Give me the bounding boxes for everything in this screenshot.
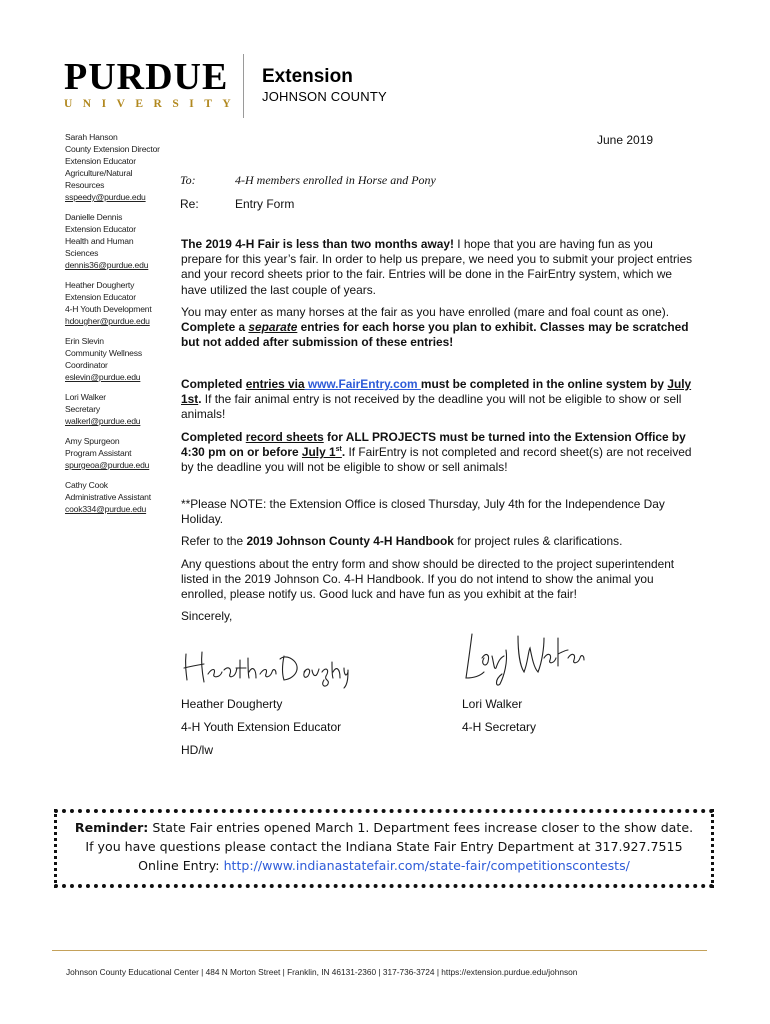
signer2-title: 4-H Secretary <box>462 720 537 734</box>
staff-email[interactable]: walkerl@purdue.edu <box>65 416 141 426</box>
records-deadline-date: July 1st <box>301 445 342 460</box>
university-wordmark: UNIVERSITY <box>64 98 242 110</box>
re-value: Entry Form <box>235 197 295 211</box>
staff-line: Extension Educator <box>65 156 136 166</box>
signature-lori <box>460 628 592 690</box>
staff-line: 4-H Youth Development <box>65 304 152 314</box>
signer1-name: Heather Dougherty <box>181 697 283 711</box>
staff-line: Sciences <box>65 248 99 258</box>
purdue-logo <box>64 58 241 110</box>
staff-line: Agriculture/Natural <box>65 168 133 178</box>
staff-line: Administrative Assistant <box>65 492 151 502</box>
staff-line: Amy Spurgeon <box>65 436 120 446</box>
reminder-line-3 <box>57 856 711 875</box>
staff-entry <box>65 435 175 471</box>
record-sheets-text: record sheets <box>245 430 324 444</box>
entries-deadline-date: July 1st <box>181 377 692 407</box>
handbook-lead: Refer to the <box>181 534 247 548</box>
staff-entry <box>65 335 175 383</box>
closing <box>181 609 696 624</box>
intro-text: I hope that you are having fun as you prepare for this year’s fair. In order to help us prepare, we need you to submit your project entries and your record sheets prior to the fair. Entries will be done in the FairEntry system, which we have utilized the last couple of years. <box>181 237 693 297</box>
entries-period: . <box>198 392 202 407</box>
horses-text: You may enter as many horses at the fair as you have enrolled (mare and foal count as one). <box>181 305 670 319</box>
staff-sidebar <box>65 131 175 523</box>
staff-line: Sarah Hanson <box>65 132 118 142</box>
records-lead: Completed <box>181 430 246 444</box>
office-closed-note: **Please NOTE: the Extension Office is closed Thursday, July 4th for the Independence Day Holiday. <box>181 497 665 527</box>
paragraph-handbook <box>181 534 696 549</box>
footer-address: Johnson County Educational Center | 484 N Morton Street | Franklin, IN 46131-2360 | 317-736-3724 | https://extension.purdue.edu/johnson <box>66 967 578 977</box>
entries-warning: If the fair animal entry is not received by the deadline you will not be eligible to show or sell animals! <box>181 392 682 422</box>
reminder-line-1 <box>57 818 711 837</box>
entries-deadline-text: must be completed in the online system by <box>420 377 668 391</box>
staff-line: Heather Dougherty <box>65 280 135 290</box>
staff-email[interactable]: spurgeoa@purdue.edu <box>65 460 150 470</box>
paragraph-note <box>181 497 696 527</box>
county-title: JOHNSON COUNTY <box>262 89 387 104</box>
staff-entry <box>65 279 175 327</box>
separate-entries-text: Complete a separate entries for each horse you plan to exhibit. Classes may be scratched but not added after submission of these entries! <box>181 320 689 350</box>
staff-line: County Extension Director <box>65 144 160 154</box>
logo-divider <box>243 54 244 118</box>
staff-email[interactable]: cook334@purdue.edu <box>65 504 147 514</box>
staff-line: Danielle Dennis <box>65 212 123 222</box>
staff-email[interactable]: hdougher@purdue.edu <box>65 316 150 326</box>
signature-heather <box>180 642 370 690</box>
to-value: 4-H members enrolled in Horse and Pony <box>235 173 436 187</box>
records-warning: If FairEntry is not completed and record sheet(s) are not received by the deadline you will not be eligible to show or sell animals! <box>181 445 692 475</box>
staff-entry <box>65 211 175 271</box>
entries-via: entries via <box>245 377 305 391</box>
staff-line: Secretary <box>65 404 100 414</box>
staff-entry <box>65 391 175 427</box>
staff-line: Lori Walker <box>65 392 106 402</box>
staff-line: Program Assistant <box>65 448 132 458</box>
paragraph-intro <box>181 237 696 298</box>
signer1-title: 4-H Youth Extension Educator <box>181 720 342 734</box>
entries-lead: Completed <box>181 377 246 391</box>
staff-line: Coordinator <box>65 360 108 370</box>
paragraph-record-sheets <box>181 430 696 476</box>
signer2-name: Lori Walker <box>462 697 523 711</box>
fairentry-link[interactable]: www.FairEntry.com <box>304 377 421 391</box>
records-period: . <box>341 445 346 460</box>
reminder-box <box>54 809 714 888</box>
reminder-label: Reminder: <box>74 820 149 835</box>
fair-announcement: The 2019 4-H Fair is less than two months away! <box>181 237 454 251</box>
letter-date: June 2019 <box>597 133 654 147</box>
initials: HD/lw <box>181 743 213 757</box>
online-entry-label: Online Entry: <box>138 858 224 873</box>
staff-email[interactable]: sspeedy@purdue.edu <box>65 192 146 202</box>
paragraph-questions <box>181 557 696 603</box>
staff-entry <box>65 479 175 515</box>
staff-line: Health and Human <box>65 236 134 246</box>
staff-line: Erin Slevin <box>65 336 104 346</box>
paragraph-horses <box>181 305 696 351</box>
staff-line: Community Wellness <box>65 348 142 358</box>
staff-line: Cathy Cook <box>65 480 108 490</box>
to-label: To: <box>180 173 196 187</box>
staff-email[interactable]: dennis36@purdue.edu <box>65 260 149 270</box>
handbook-tail: for project rules & clarifications. <box>453 534 623 548</box>
reminder-line-2: If you have questions please contact the Indiana State Fair Entry Department at 317.927.7515 <box>85 839 683 854</box>
staff-line: Extension Educator <box>65 292 136 302</box>
handbook-title: 2019 Johnson County 4-H Handbook <box>246 534 454 548</box>
staff-line: Resources <box>65 180 105 190</box>
records-deadline-text: for ALL PROJECTS must be turned into the Extension Office by 4:30 pm on or before <box>181 430 686 460</box>
paragraph-entries <box>181 377 696 423</box>
reminder-text: State Fair entries opened March 1. Department fees increase closer to the show date. <box>148 820 694 835</box>
extension-title: Extension <box>262 66 353 87</box>
staff-entry <box>65 131 175 203</box>
re-label: Re: <box>180 197 199 211</box>
purdue-wordmark: PURDUE <box>64 56 229 98</box>
state-fair-link[interactable]: http://www.indianastatefair.com/state-fair/competitionscontests/ <box>223 858 630 873</box>
questions-text: Any questions about the entry form and show should be directed to the project superintendent listed in the 2019 Johnson Co. 4-H Handbook. If you do not intend to show the animal you enrolled, please notify us. Good luck and have fun as you exhibit at the fair! <box>181 557 675 602</box>
staff-line: Extension Educator <box>65 224 136 234</box>
closing-text: Sincerely, <box>181 609 233 623</box>
staff-email[interactable]: eslevin@purdue.edu <box>65 372 141 382</box>
footer-divider <box>52 950 707 951</box>
